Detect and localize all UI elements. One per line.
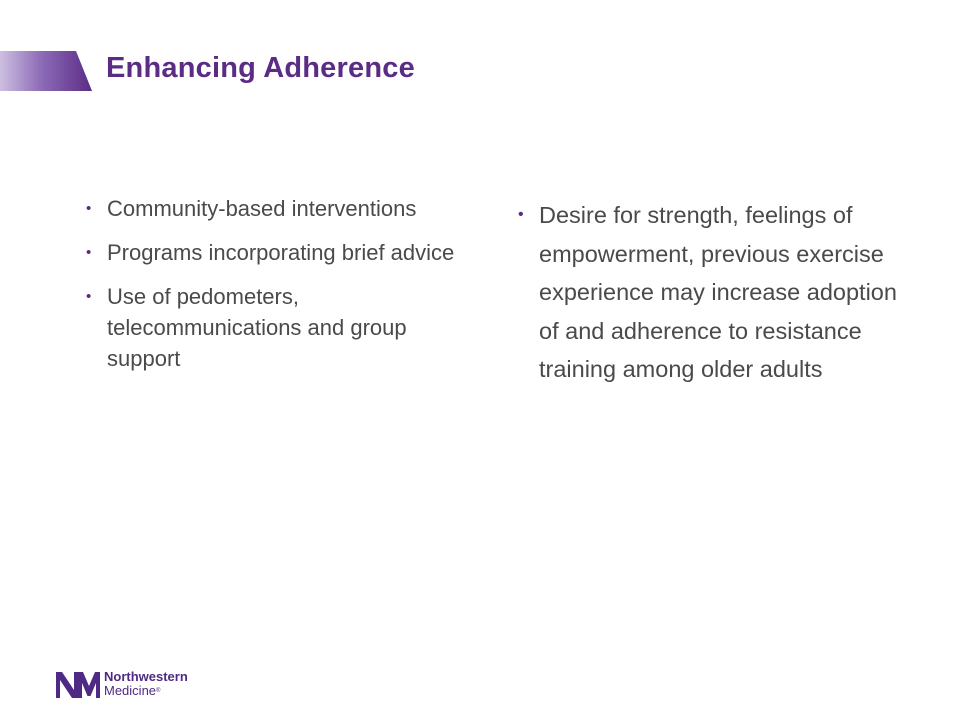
logo-text: [104, 670, 188, 698]
logo-name: Northwestern: [104, 669, 188, 684]
bullet-icon: •: [86, 244, 92, 261]
list-item: [86, 281, 476, 374]
bullet-icon: •: [86, 200, 92, 217]
nm-monogram-icon: [56, 669, 100, 701]
list-item-text: Desire for strength, feelings of empowerment, previous exercise experience may increase adoption of and adherence to resistance training among older adults: [539, 202, 897, 382]
logo-sub-text: Medicine: [104, 683, 157, 698]
logo-registered-mark: ®: [156, 688, 161, 694]
list-item-text: Use of pedometers, telecommunications and group support: [107, 284, 407, 371]
title-accent-bar: [0, 51, 92, 91]
left-bullet-list: [86, 193, 476, 387]
bullet-icon: •: [86, 288, 92, 305]
bullet-icon: •: [518, 206, 524, 223]
list-item: [518, 196, 898, 389]
list-item: [86, 237, 476, 268]
list-item-text: Programs incorporating brief advice: [107, 240, 455, 265]
northwestern-medicine-logo: [56, 669, 216, 705]
list-item: [86, 193, 476, 224]
logo-sub: [104, 684, 188, 698]
list-item-text: Community-based interventions: [107, 196, 417, 221]
right-bullet-list: [518, 196, 898, 389]
slide-title: Enhancing Adherence: [106, 52, 415, 84]
